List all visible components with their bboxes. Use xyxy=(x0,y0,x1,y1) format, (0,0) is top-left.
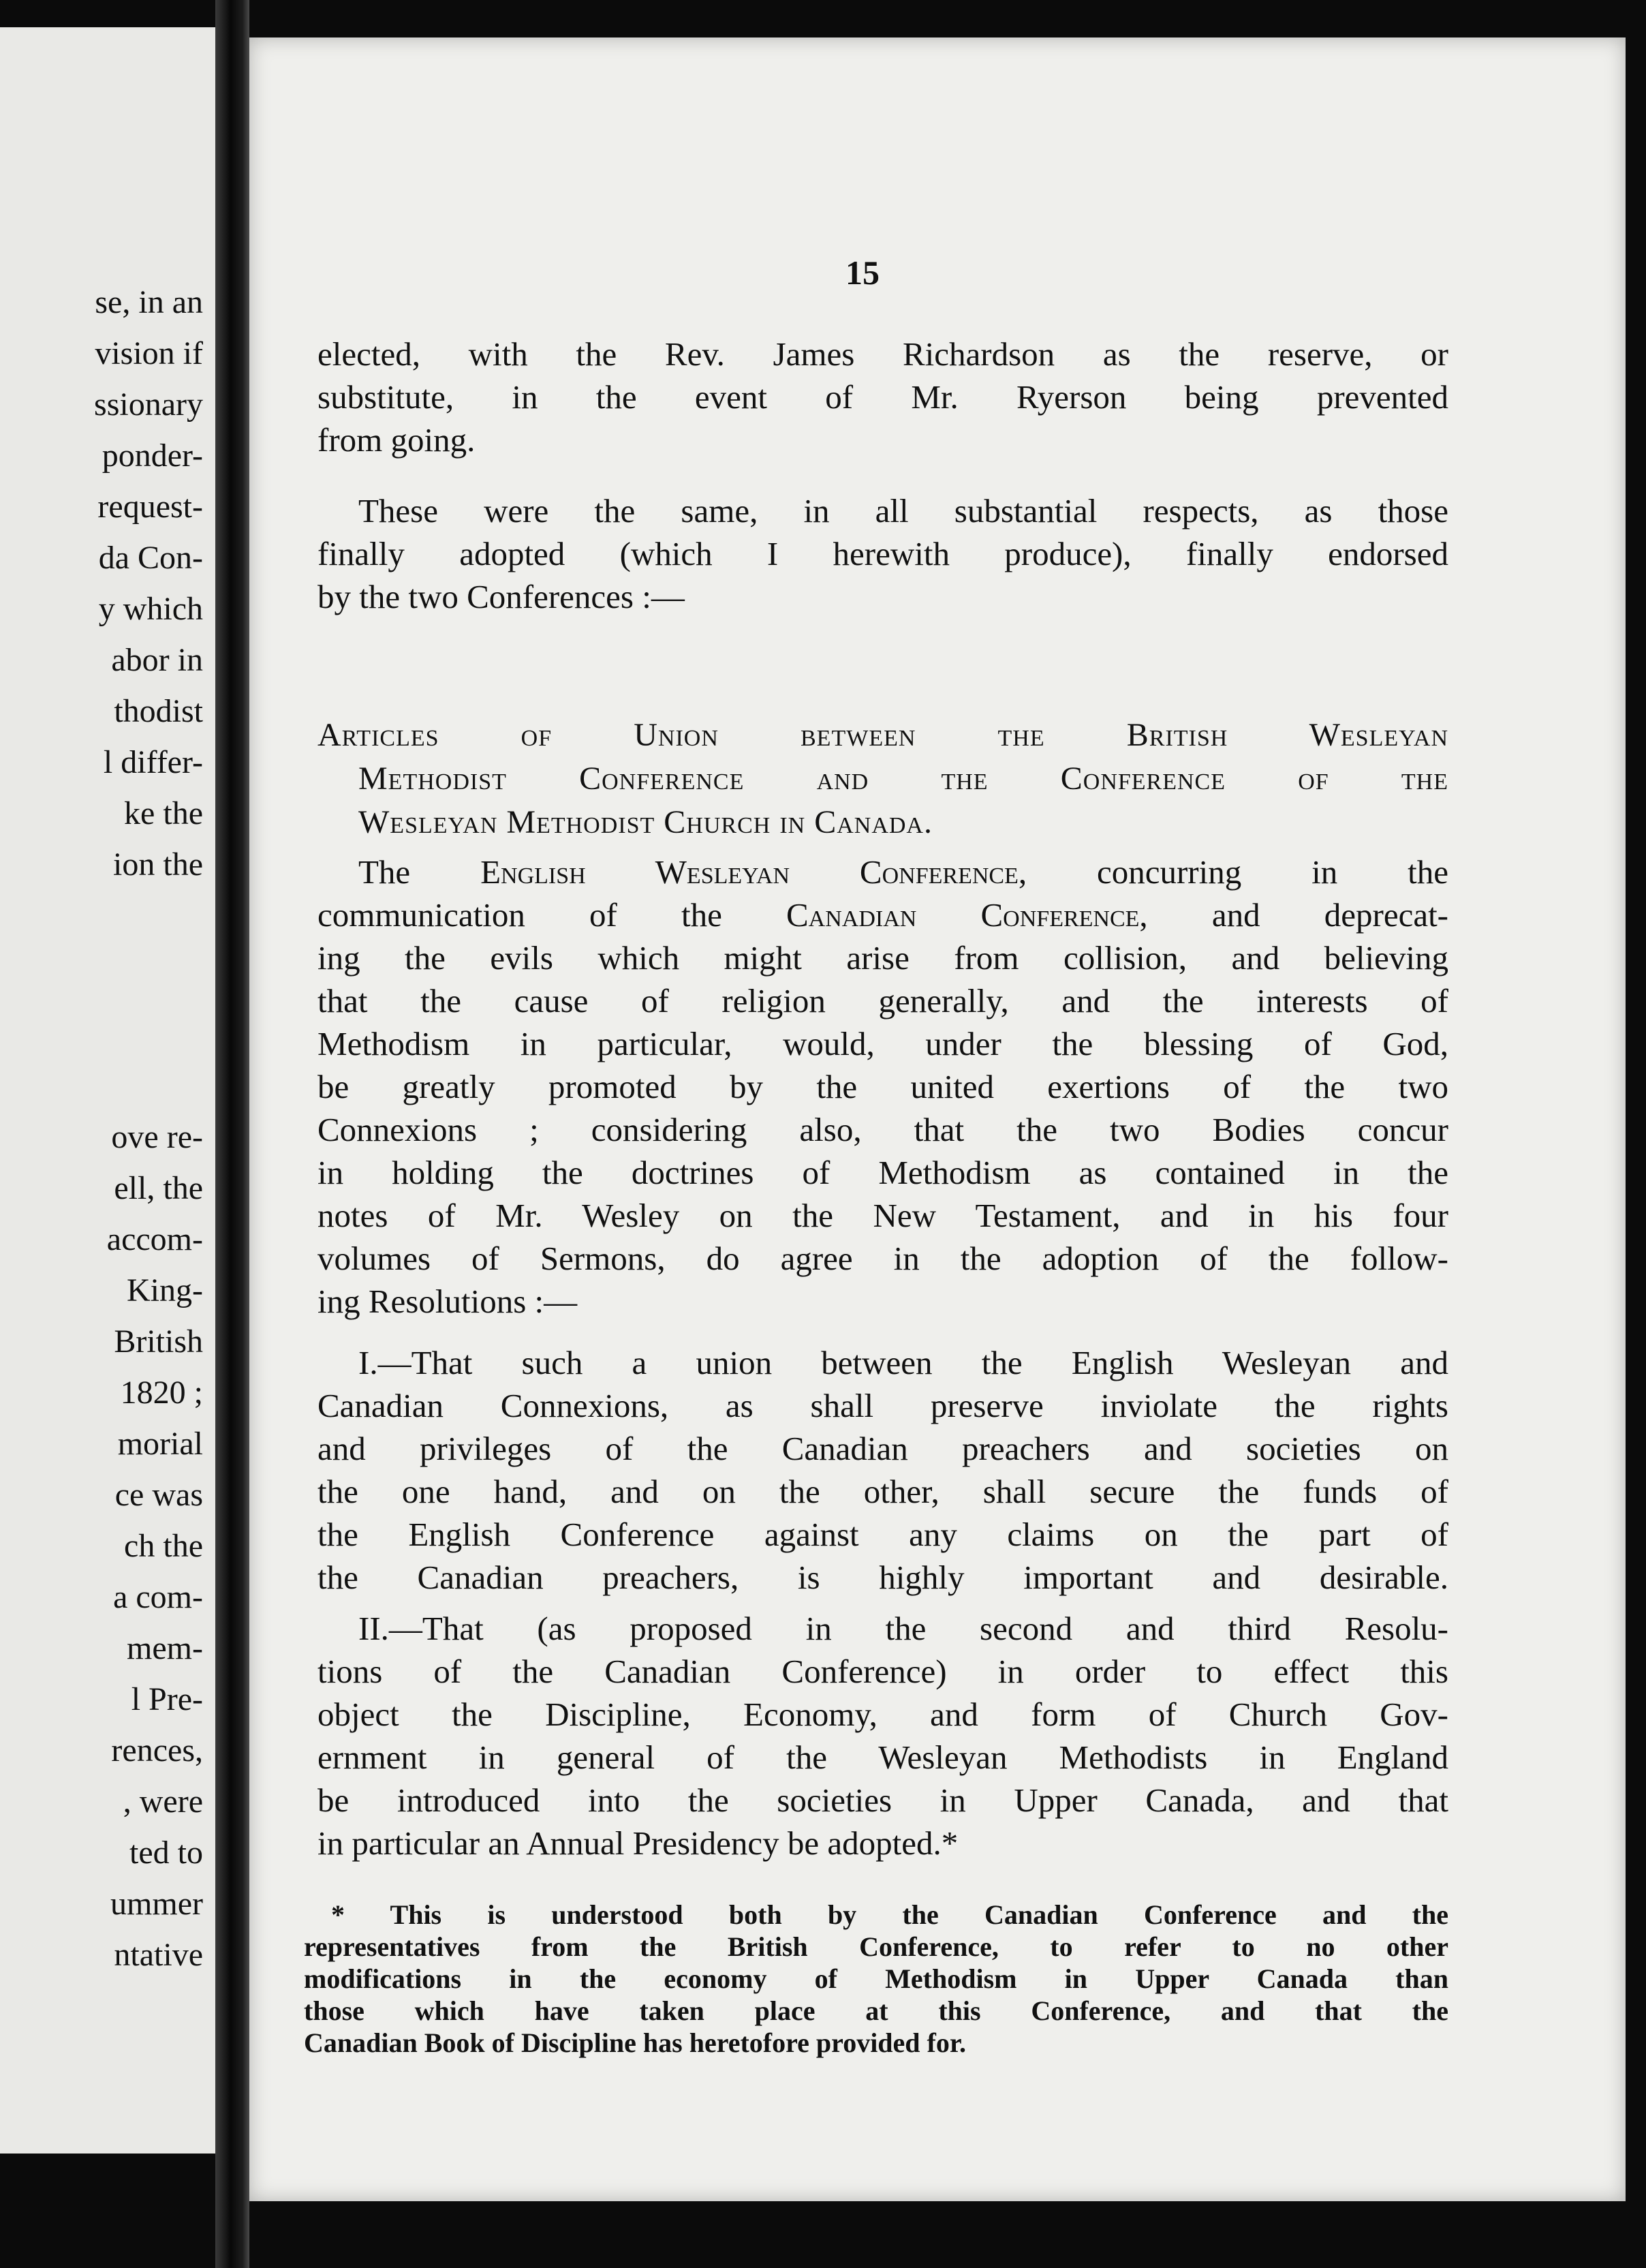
left-page-line: ke the xyxy=(124,795,203,831)
left-page-line: mem- xyxy=(127,1630,203,1666)
book-gutter xyxy=(215,0,249,2268)
page-15 xyxy=(249,37,1626,2201)
text-line: Canadian Connexions, as shall preserve inviolate the rights xyxy=(317,1387,1448,1424)
left-page-line: ted to xyxy=(129,1835,203,1871)
small-caps-term: Canadian Conference xyxy=(786,896,1140,934)
text-line: communication of the Canadian Conference, and deprecat- xyxy=(317,896,1448,934)
left-page-line: y which xyxy=(98,591,203,627)
text-line: These were the same, in all substantial respects, as those xyxy=(358,492,1448,530)
text-line: ernment in general of the Wesleyan Methodists in England xyxy=(317,1738,1448,1776)
left-page-line: 1820 ; xyxy=(120,1375,203,1411)
text-line: and privileges of the Canadian preachers and societies on xyxy=(317,1430,1448,1467)
text-line: the Canadian preachers, is highly important and desirable. xyxy=(317,1559,1448,1596)
text-line: that the cause of religion generally, and the interests of xyxy=(317,982,1448,1020)
left-page-line: ntative xyxy=(114,1937,203,1973)
text-line: elected, with the Rev. James Richardson as the reserve, or xyxy=(317,335,1448,373)
text-line: ing the evils which might arise from collision, and believing xyxy=(317,939,1448,977)
text-line: ing Resolutions :— xyxy=(317,1283,578,1320)
text-line: notes of Mr. Wesley on the New Testament, and in his four xyxy=(317,1197,1448,1234)
left-page-line: British xyxy=(114,1323,203,1360)
left-page-line: ce was xyxy=(114,1477,203,1513)
articles-heading xyxy=(317,719,1448,850)
left-page-line: ell, the xyxy=(114,1170,203,1206)
text-line: from going. xyxy=(317,421,476,459)
heading-line: Methodist Conference and the Conference of the xyxy=(358,761,1448,797)
left-page-line: l differ- xyxy=(103,744,203,780)
left-page-line: ummer xyxy=(110,1886,203,1922)
footnote-line: representatives from the British Conference, to refer to no other xyxy=(304,1931,1448,1962)
footnote xyxy=(304,1901,1448,2062)
resolution-1 xyxy=(317,1346,1448,1604)
footnote-line: Canadian Book of Discipline has heretofore provided for. xyxy=(304,2027,966,2058)
left-page-line: ssionary xyxy=(94,386,203,423)
left-page-line: rences, xyxy=(111,1732,203,1768)
text-line: the English Conference against any claims on the part of xyxy=(317,1516,1448,1553)
left-facing-page xyxy=(0,27,215,2154)
left-page-line: da Con- xyxy=(98,540,203,576)
text-line: volumes of Sermons, do agree in the adoption of the follow- xyxy=(317,1240,1448,1277)
heading-line: Articles of Union between the British Wesleyan xyxy=(317,717,1448,753)
text-line: I.—That such a union between the English Wesleyan and xyxy=(358,1344,1448,1381)
left-page-line: , were xyxy=(123,1783,203,1820)
text-line: by the two Conferences :— xyxy=(317,578,685,615)
left-page-line: a com- xyxy=(113,1579,203,1615)
text-line: substitute, in the event of Mr. Ryerson being prevented xyxy=(317,378,1448,416)
text-line: the one hand, and on the other, shall secure the funds of xyxy=(317,1473,1448,1510)
left-page-line: thodist xyxy=(114,693,203,729)
left-page-line: ponder- xyxy=(102,438,203,474)
left-page-line: ion the xyxy=(113,846,203,883)
left-page-line: ch the xyxy=(124,1528,203,1564)
left-page-line: vision if xyxy=(95,335,203,371)
text-line: in particular an Annual Presidency be adopted.* xyxy=(317,1824,959,1862)
text-line: in holding the doctrines of Methodism as contained in the xyxy=(317,1154,1448,1191)
heading-line: Wesleyan Methodist Church in Canada. xyxy=(358,804,933,840)
text-line: Methodism in particular, would, under the blessing of God, xyxy=(317,1025,1448,1062)
left-page-line: ove re- xyxy=(111,1119,203,1155)
left-page-line: request- xyxy=(97,489,203,525)
text-line: II.—That (as proposed in the second and third Resolu- xyxy=(358,1610,1448,1647)
footnote-line: modifications in the economy of Methodism in Upper Canada than xyxy=(304,1963,1448,1994)
footnote-line: those which have taken place at this Conference, and that the xyxy=(304,1995,1448,2026)
intro-paragraph xyxy=(317,337,1448,466)
text-line: object the Discipline, Economy, and form of Church Gov- xyxy=(317,1696,1448,1733)
text-line: tions of the Canadian Conference) in order to effect this xyxy=(317,1653,1448,1690)
page-number: 15 xyxy=(845,254,880,292)
text-line: Connexions ; considering also, that the two Bodies concur xyxy=(317,1111,1448,1148)
text-line: be greatly promoted by the united exertions of the two xyxy=(317,1068,1448,1105)
left-page-line: se, in an xyxy=(95,284,203,320)
left-page-line: abor in xyxy=(111,642,203,678)
resolution-2 xyxy=(317,1612,1448,1869)
text-line: be introduced into the societies in Upper Canada, and that xyxy=(317,1781,1448,1819)
endorsement-paragraph xyxy=(317,494,1448,623)
footnote-line: * This is understood both by the Canadian Conference and the xyxy=(331,1899,1448,1930)
left-page-line: accom- xyxy=(106,1221,203,1257)
text-line: finally adopted (which I herewith produce), finally endorsed xyxy=(317,535,1448,572)
left-page-line: King- xyxy=(127,1272,203,1308)
text-line: The English Wesleyan Conference, concurring in the xyxy=(358,853,1448,891)
small-caps-term: English Wesleyan Conference xyxy=(480,853,1019,891)
preamble-paragraph xyxy=(317,855,1448,1328)
left-page-line: morial xyxy=(117,1426,203,1462)
left-page-line: l Pre- xyxy=(131,1681,203,1717)
